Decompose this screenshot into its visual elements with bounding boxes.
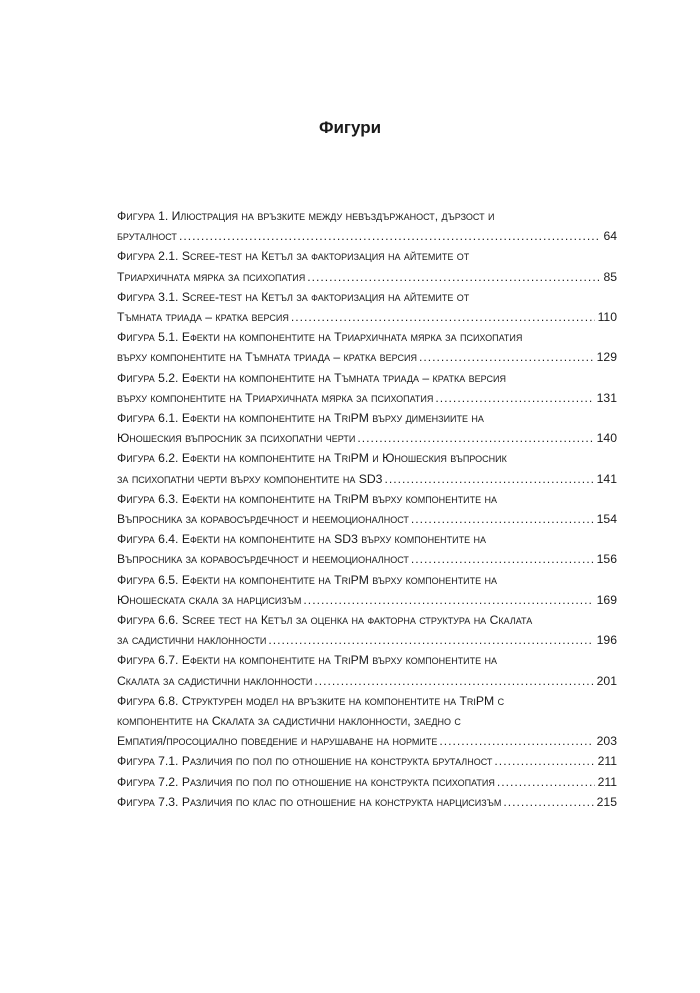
- page-number: 85: [603, 269, 617, 284]
- page-number: 131: [596, 390, 617, 405]
- toc-entry-text: Фигура 6.3. Ефекти на компонентите на TriPM върху компонентите на: [117, 491, 498, 506]
- page-number: 64: [603, 229, 617, 244]
- toc-entry-text: Скалата за садистични наклонности: [117, 673, 313, 688]
- toc-entry[interactable]: [117, 246, 617, 286]
- toc-entry[interactable]: [117, 206, 617, 246]
- toc-entry-text: Фигура 3.1. Scree-test на Кетъл за факторизация на айтемите от: [117, 289, 470, 304]
- dot-leader: [268, 630, 593, 650]
- toc-entry-text: Емпатия/просоциално поведение и нарушаване на нормите: [117, 734, 438, 749]
- page-number: 154: [596, 512, 617, 527]
- toc-entry-text: Фигура 6.2. Ефекти на компонентите на TriPM и Юношеския въпросник: [117, 451, 507, 466]
- dot-leader: [503, 792, 593, 812]
- dot-leader: [435, 388, 593, 408]
- toc-entry[interactable]: [117, 751, 617, 771]
- page-number: 201: [596, 673, 617, 688]
- toc-entry-text: Въпросника за коравосърдечност и неемоционалност: [117, 552, 409, 567]
- toc-entry[interactable]: [117, 529, 617, 569]
- page-title: Фигури: [318, 118, 382, 137]
- toc-entry-text: Фигура 5.1. Ефекти на компонентите на Триархичната мярка за психопатия: [117, 330, 523, 345]
- page-number: 215: [596, 794, 617, 809]
- toc-entry-text: Триархичната мярка за психопатия: [117, 269, 306, 284]
- toc-entry-text: Фигура 7.3. Различия по клас по отношение на конструкта нарцисизъм: [117, 794, 502, 809]
- toc-entry-text: Въпросника за коравосърдечност и неемоционалност: [117, 512, 409, 527]
- toc-entry-text: Юношеската скала за нарцисизъм: [117, 592, 302, 607]
- page-number: 211: [597, 774, 617, 789]
- toc-entry-text: Фигура 6.5. Ефекти на компонентите на TriPM върху компонентите на: [117, 572, 498, 587]
- page-number: 141: [596, 471, 617, 486]
- dot-leader: [357, 428, 593, 448]
- toc-entry-text: Фигура 6.8. Структурен модел на връзките на компонентите на TriPM с: [117, 693, 505, 708]
- toc-entry-text: Фигура 5.2. Ефекти на компонентите на Тъмната триада – кратка версия: [117, 370, 506, 385]
- toc-entry[interactable]: [117, 368, 617, 408]
- toc-entry-text: Тъмната триада – кратка версия: [117, 310, 289, 325]
- toc-entry[interactable]: [117, 772, 617, 792]
- toc-entry-text: Фигура 7.2. Различия по пол по отношение на конструкта психопатия: [117, 774, 495, 789]
- toc-entry-text: върху компонентите на Триархичната мярка за психопатия: [117, 390, 434, 405]
- toc-entry[interactable]: [117, 327, 617, 367]
- page-number: 203: [596, 734, 617, 749]
- dot-leader: [307, 267, 600, 287]
- figures-list: [117, 206, 617, 812]
- dot-leader: [384, 469, 593, 489]
- dot-leader: [494, 751, 594, 771]
- toc-entry[interactable]: [117, 287, 617, 327]
- dot-leader: [303, 590, 593, 610]
- toc-entry[interactable]: [117, 650, 617, 690]
- toc-entry[interactable]: [117, 570, 617, 610]
- page-number: 129: [596, 350, 617, 365]
- toc-entry-text: върху компонентите на Тъмната триада – кратка версия: [117, 350, 417, 365]
- dot-leader: [439, 731, 593, 751]
- toc-entry-text: Фигура 7.1. Различия по пол по отношение на конструкта бруталност: [117, 754, 493, 769]
- toc-entry-text: Юношеския въпросник за психопатни черти: [117, 431, 356, 446]
- toc-entry-text: Фигура 1. Илюстрация на връзките между невъздържаност, дързост и: [117, 209, 495, 223]
- page-number: 211: [597, 754, 617, 769]
- dot-leader: [497, 772, 595, 792]
- page-number: 156: [596, 552, 617, 567]
- toc-entry-text: Фигура 2.1. Scree-test на Кетъл за факторизация на айтемите от: [117, 249, 470, 264]
- page-number: 110: [597, 310, 617, 325]
- toc-entry-text: Фигура 6.6. Scree тест на Кетъл за оценка на факторна структура на Скалата: [117, 613, 533, 628]
- toc-entry[interactable]: [117, 489, 617, 529]
- page-number: 169: [596, 592, 617, 607]
- dot-leader: [411, 549, 594, 569]
- toc-entry-text: Фигура 6.1. Ефекти на компонентите на TriPM върху димензиите на: [117, 411, 484, 426]
- toc-entry[interactable]: [117, 691, 617, 752]
- dot-leader: [291, 307, 595, 327]
- page-number: 196: [596, 633, 617, 648]
- toc-entry-text: за садистични наклонности: [117, 633, 267, 648]
- toc-entry[interactable]: [117, 610, 617, 650]
- toc-entry-text: Фигура 6.7. Ефекти на компонентите на TriPM върху компонентите на: [117, 653, 498, 668]
- toc-entry-text: бруталност: [117, 229, 177, 244]
- toc-entry[interactable]: [117, 408, 617, 448]
- dot-leader: [411, 509, 594, 529]
- page-number: 140: [596, 431, 617, 446]
- toc-entry[interactable]: [117, 448, 617, 488]
- toc-entry-text: компонентите на Скалата за садистични наклонности, заедно с: [117, 714, 461, 729]
- toc-entry-text: за психопатни черти върху компонентите на SD3: [117, 471, 383, 486]
- toc-entry[interactable]: [117, 792, 617, 812]
- dot-leader: [419, 347, 594, 367]
- dot-leader: [314, 671, 593, 691]
- toc-entry-text: Фигура 6.4. Ефекти на компонентите на SD3 върху компонентите на: [117, 532, 487, 547]
- dot-leader: [179, 226, 601, 246]
